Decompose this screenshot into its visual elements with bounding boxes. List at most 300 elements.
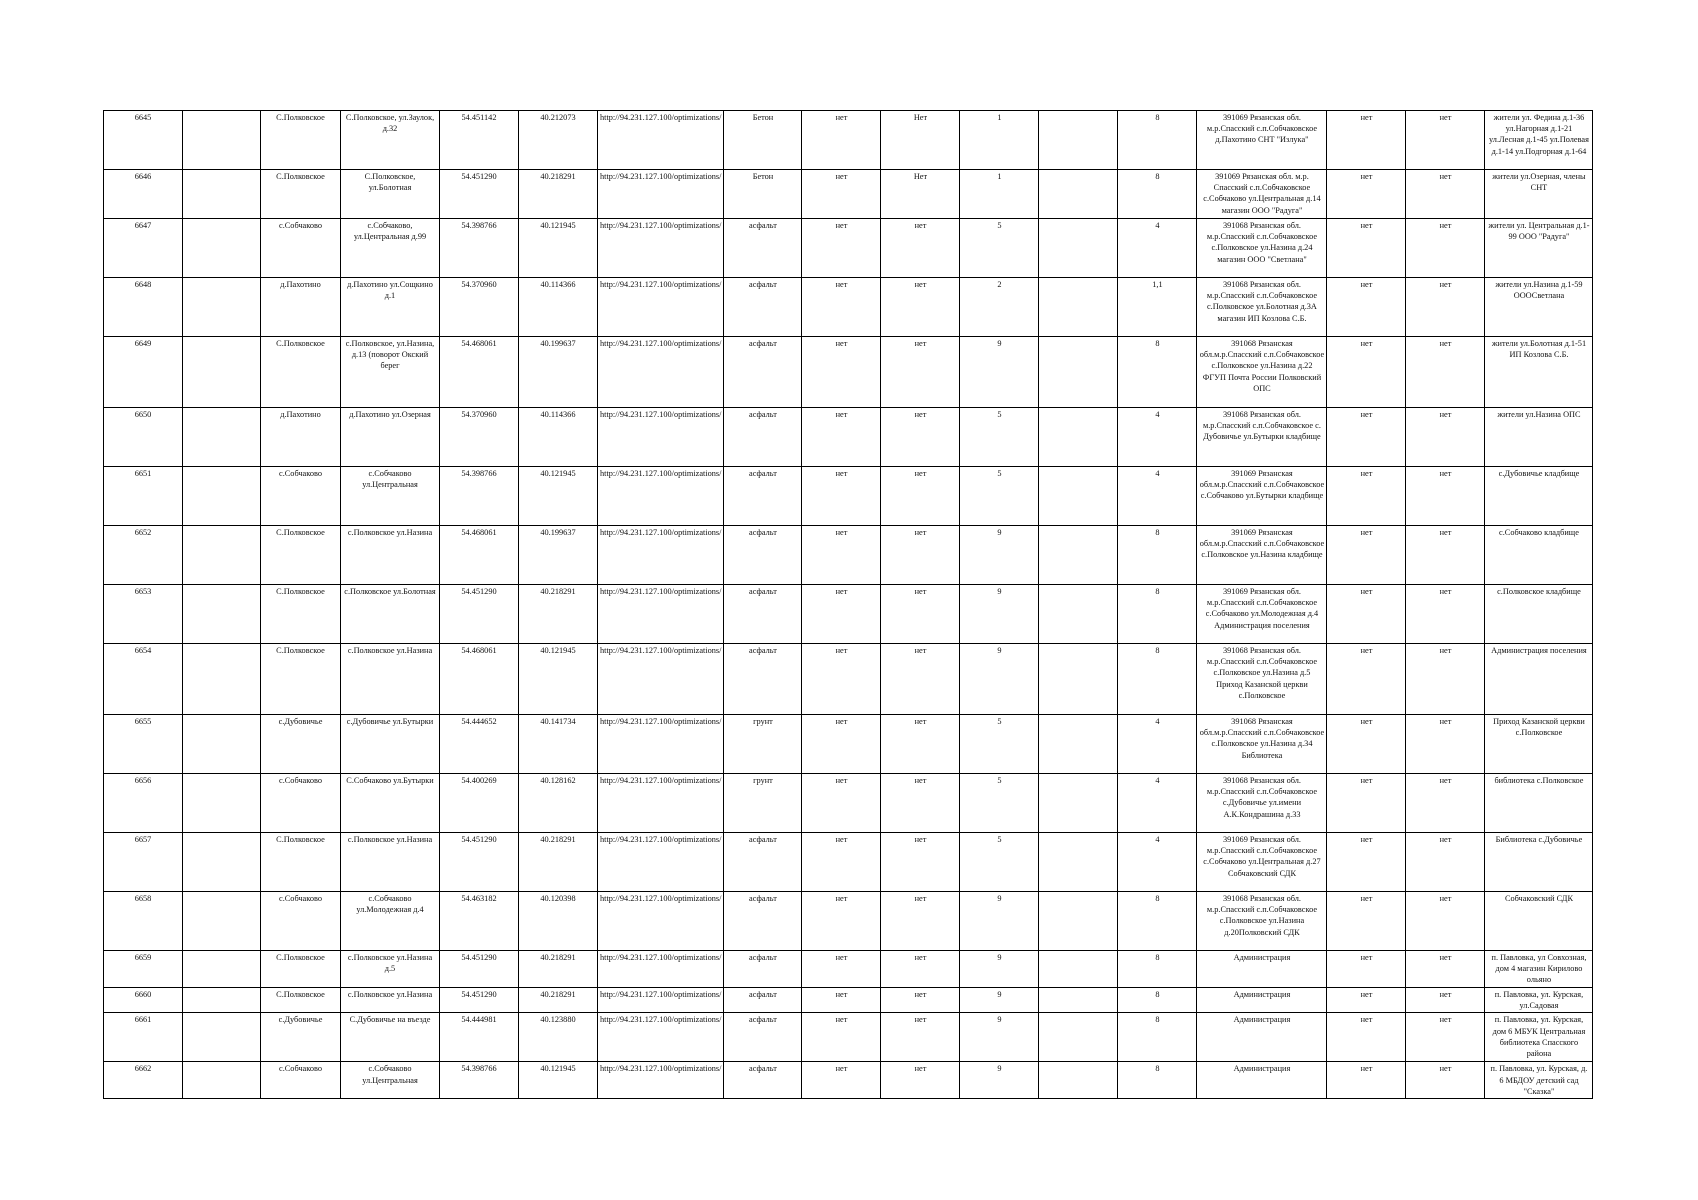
latitude-cell: 54.370960 — [440, 408, 519, 467]
photo-url-cell: http://94.231.127.100/optimizations/ — [598, 337, 724, 408]
empty-cell — [183, 111, 261, 170]
flag-4-cell: нет — [1406, 644, 1485, 715]
flag-3-cell: нет — [1327, 892, 1406, 951]
count-1-cell: 5 — [960, 833, 1039, 892]
surface-type-cell: асфальт — [724, 1013, 802, 1062]
table-row — [104, 644, 1593, 715]
latitude-cell: 54.451290 — [440, 951, 519, 988]
flag-2-cell: нет — [881, 774, 960, 833]
empty-cell — [1039, 833, 1118, 892]
count-2-cell: 4 — [1118, 219, 1197, 278]
photo-url-cell: http://94.231.127.100/optimizations/ — [598, 585, 724, 644]
count-2-cell: 4 — [1118, 774, 1197, 833]
flag-2-cell: нет — [881, 1013, 960, 1062]
flag-3-cell: нет — [1327, 408, 1406, 467]
empty-cell — [183, 337, 261, 408]
count-1-cell: 9 — [960, 1062, 1039, 1099]
flag-4-cell: нет — [1406, 219, 1485, 278]
table-row — [104, 111, 1593, 170]
row-id-cell: 6660 — [104, 988, 183, 1013]
empty-cell — [1039, 111, 1118, 170]
owner-address-cell: Администрация — [1197, 951, 1327, 988]
row-id-cell: 6657 — [104, 833, 183, 892]
longitude-cell: 40.114366 — [519, 278, 598, 337]
owner-address-cell: 391068 Рязанская обл. м.р.Спасский с.п.Собчаковское с.Полковское ул.Назина д.5 Приход Казанской церкви с.Полковское — [1197, 644, 1327, 715]
count-2-cell: 8 — [1118, 337, 1197, 408]
flag-4-cell: нет — [1406, 1013, 1485, 1062]
surface-type-cell: асфальт — [724, 278, 802, 337]
flag-1-cell: нет — [802, 170, 881, 219]
served-sources-cell: Администрация поселения — [1485, 644, 1593, 715]
count-1-cell: 5 — [960, 467, 1039, 526]
location-address-cell: с.Полковское ул.Назина — [341, 988, 440, 1013]
flag-4-cell: нет — [1406, 988, 1485, 1013]
count-2-cell: 8 — [1118, 1062, 1197, 1099]
photo-url-cell: http://94.231.127.100/optimizations/ — [598, 526, 724, 585]
table-row — [104, 715, 1593, 774]
flag-3-cell: нет — [1327, 111, 1406, 170]
latitude-cell: 54.468061 — [440, 644, 519, 715]
photo-url-cell: http://94.231.127.100/optimizations/ — [598, 644, 724, 715]
flag-2-cell: нет — [881, 892, 960, 951]
row-id-cell: 6659 — [104, 951, 183, 988]
longitude-cell: 40.141734 — [519, 715, 598, 774]
owner-address-cell: 391069 Рязанская обл.м.р.Спасский с.п.Собчаковское с.Полковское ул.Назина кладбище — [1197, 526, 1327, 585]
served-sources-cell: жители ул. Центральная д.1-99 ООО "Радуга" — [1485, 219, 1593, 278]
flag-1-cell: нет — [802, 833, 881, 892]
flag-4-cell: нет — [1406, 892, 1485, 951]
longitude-cell: 40.121945 — [519, 467, 598, 526]
count-1-cell: 5 — [960, 219, 1039, 278]
latitude-cell: 54.398766 — [440, 219, 519, 278]
flag-4-cell: нет — [1406, 1062, 1485, 1099]
flag-2-cell: нет — [881, 408, 960, 467]
location-address-cell: с.Собчаково ул.Центральная — [341, 467, 440, 526]
surface-type-cell: грунт — [724, 715, 802, 774]
flag-1-cell: нет — [802, 774, 881, 833]
flag-4-cell: нет — [1406, 111, 1485, 170]
photo-url-cell: http://94.231.127.100/optimizations/ — [598, 278, 724, 337]
location-address-cell: С.Полковское, ул.Заулок, д.32 — [341, 111, 440, 170]
table-row — [104, 951, 1593, 988]
flag-2-cell: нет — [881, 833, 960, 892]
count-2-cell: 8 — [1118, 988, 1197, 1013]
empty-cell — [183, 715, 261, 774]
served-sources-cell: с.Собчаково кладбище — [1485, 526, 1593, 585]
settlement-cell: с.Дубовичье — [261, 715, 341, 774]
location-address-cell: с.Полковское ул.Назина д.5 — [341, 951, 440, 988]
owner-address-cell: 391069 Рязанская обл. м.р.Спасский с.п.Собчаковское д.Пахотино СНТ "Излука" — [1197, 111, 1327, 170]
owner-address-cell: 391068 Рязанская обл. м.р.Спасский с.п.Собчаковское с.Полковское ул.Назина д.20Полковский СДК — [1197, 892, 1327, 951]
flag-3-cell: нет — [1327, 526, 1406, 585]
empty-cell — [1039, 585, 1118, 644]
count-1-cell: 5 — [960, 715, 1039, 774]
served-sources-cell: жители ул. Федина д.1-36 ул.Нагорная д.1-21 ул.Лесная д.1-45 ул.Полевая д.1-14 ул.Подгорная д.1-64 — [1485, 111, 1593, 170]
empty-cell — [183, 644, 261, 715]
flag-2-cell: Нет — [881, 111, 960, 170]
count-1-cell: 1 — [960, 170, 1039, 219]
flag-3-cell: нет — [1327, 833, 1406, 892]
empty-cell — [1039, 337, 1118, 408]
latitude-cell: 54.451290 — [440, 833, 519, 892]
served-sources-cell: п. Павловка, ул Совхозная, дом 4 магазин Кирилово ольяно — [1485, 951, 1593, 988]
surface-type-cell: асфальт — [724, 644, 802, 715]
empty-cell — [183, 1062, 261, 1099]
empty-cell — [1039, 774, 1118, 833]
latitude-cell: 54.444981 — [440, 1013, 519, 1062]
location-address-cell: С.Полковское, ул.Болотная — [341, 170, 440, 219]
latitude-cell: 54.451290 — [440, 988, 519, 1013]
flag-2-cell: нет — [881, 988, 960, 1013]
table-row — [104, 988, 1593, 1013]
row-id-cell: 6645 — [104, 111, 183, 170]
flag-3-cell: нет — [1327, 715, 1406, 774]
count-1-cell: 9 — [960, 585, 1039, 644]
flag-2-cell: нет — [881, 1062, 960, 1099]
empty-cell — [1039, 644, 1118, 715]
flag-1-cell: нет — [802, 337, 881, 408]
photo-url-cell: http://94.231.127.100/optimizations/ — [598, 1062, 724, 1099]
photo-url-cell: http://94.231.127.100/optimizations/ — [598, 833, 724, 892]
count-1-cell: 9 — [960, 337, 1039, 408]
owner-address-cell: 391068 Рязанская обл. м.р.Спасский с.п.Собчаковское с.Полковское ул.Назина д.24 магазин ООО "Светлана" — [1197, 219, 1327, 278]
settlement-cell: с.Собчаково — [261, 467, 341, 526]
count-2-cell: 4 — [1118, 715, 1197, 774]
settlement-cell: С.Полковское — [261, 585, 341, 644]
photo-url-cell: http://94.231.127.100/optimizations/ — [598, 988, 724, 1013]
photo-url-cell: http://94.231.127.100/optimizations/ — [598, 170, 724, 219]
location-address-cell: с.Полковское ул.Болотная — [341, 585, 440, 644]
count-2-cell: 4 — [1118, 467, 1197, 526]
empty-cell — [1039, 988, 1118, 1013]
surface-type-cell: асфальт — [724, 467, 802, 526]
latitude-cell: 54.468061 — [440, 337, 519, 408]
empty-cell — [183, 408, 261, 467]
latitude-cell: 54.400269 — [440, 774, 519, 833]
flag-1-cell: нет — [802, 467, 881, 526]
served-sources-cell: жители ул.Озерная, члены СНТ — [1485, 170, 1593, 219]
photo-url-cell: http://94.231.127.100/optimizations/ — [598, 467, 724, 526]
surface-type-cell: асфальт — [724, 337, 802, 408]
flag-4-cell: нет — [1406, 526, 1485, 585]
flag-3-cell: нет — [1327, 774, 1406, 833]
owner-address-cell: 391068 Рязанская обл.м.р.Спасский с.п.Собчаковское с.Полковское ул.Назина д.34 Библиотека — [1197, 715, 1327, 774]
empty-cell — [183, 278, 261, 337]
latitude-cell: 54.451290 — [440, 585, 519, 644]
location-address-cell: с.Полковское, ул.Назина, д.13 (поворот Окский берег — [341, 337, 440, 408]
count-1-cell: 9 — [960, 988, 1039, 1013]
row-id-cell: 6656 — [104, 774, 183, 833]
surface-type-cell: асфальт — [724, 219, 802, 278]
flag-2-cell: нет — [881, 467, 960, 526]
flag-1-cell: нет — [802, 715, 881, 774]
empty-cell — [183, 833, 261, 892]
served-sources-cell: библиотека с.Полковское — [1485, 774, 1593, 833]
row-id-cell: 6649 — [104, 337, 183, 408]
table-row — [104, 1062, 1593, 1099]
settlement-cell: С.Полковское — [261, 833, 341, 892]
settlement-cell: д.Пахотино — [261, 278, 341, 337]
flag-3-cell: нет — [1327, 988, 1406, 1013]
table-row — [104, 170, 1593, 219]
surface-type-cell: асфальт — [724, 408, 802, 467]
empty-cell — [183, 774, 261, 833]
location-address-cell: с.Полковское ул.Назина — [341, 644, 440, 715]
count-2-cell: 4 — [1118, 833, 1197, 892]
flag-1-cell: нет — [802, 988, 881, 1013]
location-address-cell: С.Собчаково ул.Бутырки — [341, 774, 440, 833]
row-id-cell: 6653 — [104, 585, 183, 644]
location-address-cell: с.Дубовичье ул.Бутырки — [341, 715, 440, 774]
owner-address-cell: 391069 Рязанская обл.м.р.Спасский с.п.Собчаковское с.Собчаково ул.Бутырки кладбище — [1197, 467, 1327, 526]
owner-address-cell: 391069 Рязанская обл. м.р.Спасский с.п.Собчаковское с.Собчаково ул.Молодежная д.4 Администрация поселения — [1197, 585, 1327, 644]
photo-url-cell: http://94.231.127.100/optimizations/ — [598, 111, 724, 170]
served-sources-cell: жители ул.Болотная д.1-51 ИП Козлова С.Б. — [1485, 337, 1593, 408]
row-id-cell: 6648 — [104, 278, 183, 337]
table-row — [104, 219, 1593, 278]
count-2-cell: 1,1 — [1118, 278, 1197, 337]
settlement-cell: С.Полковское — [261, 337, 341, 408]
flag-2-cell: нет — [881, 951, 960, 988]
flag-1-cell: нет — [802, 644, 881, 715]
settlement-cell: С.Полковское — [261, 111, 341, 170]
settlement-cell: с.Собчаково — [261, 1062, 341, 1099]
longitude-cell: 40.218291 — [519, 988, 598, 1013]
location-address-cell: с.Полковское ул.Назина — [341, 833, 440, 892]
settlement-cell: с.Дубовичье — [261, 1013, 341, 1062]
count-2-cell: 8 — [1118, 111, 1197, 170]
count-2-cell: 8 — [1118, 526, 1197, 585]
flag-1-cell: нет — [802, 892, 881, 951]
longitude-cell: 40.218291 — [519, 170, 598, 219]
settlement-cell: д.Пахотино — [261, 408, 341, 467]
flag-2-cell: Нет — [881, 170, 960, 219]
location-address-cell: с.Полковское ул.Назина — [341, 526, 440, 585]
settlement-cell: С.Полковское — [261, 526, 341, 585]
surface-type-cell: асфальт — [724, 951, 802, 988]
flag-1-cell: нет — [802, 219, 881, 278]
table-row — [104, 408, 1593, 467]
count-1-cell: 9 — [960, 644, 1039, 715]
flag-4-cell: нет — [1406, 408, 1485, 467]
empty-cell — [183, 585, 261, 644]
flag-3-cell: нет — [1327, 1062, 1406, 1099]
row-id-cell: 6661 — [104, 1013, 183, 1062]
empty-cell — [1039, 1013, 1118, 1062]
longitude-cell: 40.114366 — [519, 408, 598, 467]
flag-2-cell: нет — [881, 337, 960, 408]
empty-cell — [1039, 526, 1118, 585]
empty-cell — [183, 892, 261, 951]
settlement-cell: С.Полковское — [261, 644, 341, 715]
owner-address-cell: 391068 Рязанская обл. м.р.Спасский с.п.Собчаковское с.Дубовичье ул.имени А.К.Кондрашина д.33 — [1197, 774, 1327, 833]
settlement-cell: С.Полковское — [261, 988, 341, 1013]
longitude-cell: 40.121945 — [519, 644, 598, 715]
owner-address-cell: 391069 Рязанская обл. м.р. Спасский с.п.Собчаковское с.Собчаково ул.Центральная д.14 магазин ООО "Радуга" — [1197, 170, 1327, 219]
flag-4-cell: нет — [1406, 951, 1485, 988]
data-table — [103, 110, 1593, 1099]
surface-type-cell: асфальт — [724, 833, 802, 892]
photo-url-cell: http://94.231.127.100/optimizations/ — [598, 219, 724, 278]
longitude-cell: 40.218291 — [519, 951, 598, 988]
flag-1-cell: нет — [802, 278, 881, 337]
settlement-cell: с.Собчаково — [261, 892, 341, 951]
flag-4-cell: нет — [1406, 278, 1485, 337]
location-address-cell: С.Дубовичье на въезде — [341, 1013, 440, 1062]
flag-3-cell: нет — [1327, 219, 1406, 278]
flag-3-cell: нет — [1327, 1013, 1406, 1062]
photo-url-cell: http://94.231.127.100/optimizations/ — [598, 408, 724, 467]
longitude-cell: 40.128162 — [519, 774, 598, 833]
empty-cell — [183, 988, 261, 1013]
table-row — [104, 585, 1593, 644]
longitude-cell: 40.121945 — [519, 219, 598, 278]
latitude-cell: 54.398766 — [440, 1062, 519, 1099]
table-body — [104, 111, 1593, 1099]
flag-3-cell: нет — [1327, 467, 1406, 526]
longitude-cell: 40.212073 — [519, 111, 598, 170]
count-1-cell: 9 — [960, 1013, 1039, 1062]
table-row — [104, 774, 1593, 833]
table-row — [104, 337, 1593, 408]
flag-4-cell: нет — [1406, 585, 1485, 644]
latitude-cell: 54.451290 — [440, 170, 519, 219]
location-address-cell: д.Пахотино ул.Озерная — [341, 408, 440, 467]
location-address-cell: с.Собчаково ул.Центральная — [341, 1062, 440, 1099]
surface-type-cell: асфальт — [724, 526, 802, 585]
latitude-cell: 54.451142 — [440, 111, 519, 170]
flag-2-cell: нет — [881, 585, 960, 644]
empty-cell — [1039, 1062, 1118, 1099]
owner-address-cell: 391069 Рязанская обл. м.р.Спасский с.п.Собчаковское с.Собчаково ул.Центральная д.27 Собчаковский СДК — [1197, 833, 1327, 892]
flag-3-cell: нет — [1327, 170, 1406, 219]
flag-2-cell: нет — [881, 644, 960, 715]
table-row — [104, 278, 1593, 337]
count-1-cell: 9 — [960, 526, 1039, 585]
settlement-cell: с.Собчаково — [261, 774, 341, 833]
flag-4-cell: нет — [1406, 337, 1485, 408]
table-row — [104, 526, 1593, 585]
surface-type-cell: асфальт — [724, 892, 802, 951]
count-2-cell: 8 — [1118, 170, 1197, 219]
latitude-cell: 54.398766 — [440, 467, 519, 526]
photo-url-cell: http://94.231.127.100/optimizations/ — [598, 892, 724, 951]
empty-cell — [183, 1013, 261, 1062]
flag-1-cell: нет — [802, 408, 881, 467]
row-id-cell: 6650 — [104, 408, 183, 467]
empty-cell — [1039, 467, 1118, 526]
settlement-cell: с.Собчаково — [261, 219, 341, 278]
flag-1-cell: нет — [802, 585, 881, 644]
flag-2-cell: нет — [881, 278, 960, 337]
served-sources-cell: Библиотека с.Дубовичье — [1485, 833, 1593, 892]
count-2-cell: 8 — [1118, 892, 1197, 951]
flag-4-cell: нет — [1406, 833, 1485, 892]
table-row — [104, 833, 1593, 892]
flag-4-cell: нет — [1406, 170, 1485, 219]
owner-address-cell: 391068 Рязанская обл. м.р.Спасский с.п.Собчаковское с. Дубовичье ул.Бутырки кладбище — [1197, 408, 1327, 467]
flag-1-cell: нет — [802, 526, 881, 585]
settlement-cell: С.Полковское — [261, 170, 341, 219]
row-id-cell: 6646 — [104, 170, 183, 219]
count-2-cell: 8 — [1118, 1013, 1197, 1062]
location-address-cell: с.Собчаково, ул.Центральная д.99 — [341, 219, 440, 278]
owner-address-cell: Администрация — [1197, 1062, 1327, 1099]
row-id-cell: 6654 — [104, 644, 183, 715]
served-sources-cell: с.Полковское кладбище — [1485, 585, 1593, 644]
flag-3-cell: нет — [1327, 337, 1406, 408]
flag-4-cell: нет — [1406, 715, 1485, 774]
longitude-cell: 40.218291 — [519, 585, 598, 644]
location-address-cell: д.Пахотино ул.Сощкино д.1 — [341, 278, 440, 337]
flag-1-cell: нет — [802, 111, 881, 170]
longitude-cell: 40.123880 — [519, 1013, 598, 1062]
location-address-cell: с.Собчаково ул.Молодежная д.4 — [341, 892, 440, 951]
table-row — [104, 1013, 1593, 1062]
count-2-cell: 8 — [1118, 585, 1197, 644]
count-2-cell: 8 — [1118, 951, 1197, 988]
count-1-cell: 2 — [960, 278, 1039, 337]
longitude-cell: 40.120398 — [519, 892, 598, 951]
longitude-cell: 40.199637 — [519, 337, 598, 408]
served-sources-cell: п. Павловка, ул. Курская, дом 6 МБУК Центральная библиотека Спасского района — [1485, 1013, 1593, 1062]
photo-url-cell: http://94.231.127.100/optimizations/ — [598, 715, 724, 774]
count-2-cell: 4 — [1118, 408, 1197, 467]
table-row — [104, 467, 1593, 526]
row-id-cell: 6652 — [104, 526, 183, 585]
flag-4-cell: нет — [1406, 774, 1485, 833]
empty-cell — [1039, 408, 1118, 467]
flag-2-cell: нет — [881, 219, 960, 278]
count-1-cell: 9 — [960, 951, 1039, 988]
flag-4-cell: нет — [1406, 467, 1485, 526]
row-id-cell: 6647 — [104, 219, 183, 278]
table-row — [104, 892, 1593, 951]
latitude-cell: 54.444652 — [440, 715, 519, 774]
empty-cell — [1039, 892, 1118, 951]
empty-cell — [183, 467, 261, 526]
latitude-cell: 54.468061 — [440, 526, 519, 585]
latitude-cell: 54.370960 — [440, 278, 519, 337]
empty-cell — [183, 951, 261, 988]
count-1-cell: 1 — [960, 111, 1039, 170]
latitude-cell: 54.463182 — [440, 892, 519, 951]
served-sources-cell: жители ул.Назина ОПС — [1485, 408, 1593, 467]
flag-2-cell: нет — [881, 526, 960, 585]
photo-url-cell: http://94.231.127.100/optimizations/ — [598, 774, 724, 833]
surface-type-cell: асфальт — [724, 585, 802, 644]
empty-cell — [183, 219, 261, 278]
served-sources-cell: п. Павловка, ул. Курская, д. 6 МБДОУ детский сад "Сказка" — [1485, 1062, 1593, 1099]
owner-address-cell: Администрация — [1197, 1013, 1327, 1062]
flag-2-cell: нет — [881, 715, 960, 774]
row-id-cell: 6662 — [104, 1062, 183, 1099]
longitude-cell: 40.218291 — [519, 833, 598, 892]
surface-type-cell: Бетон — [724, 170, 802, 219]
served-sources-cell: Приход Казанской церкви с.Полковское — [1485, 715, 1593, 774]
flag-1-cell: нет — [802, 1062, 881, 1099]
flag-3-cell: нет — [1327, 278, 1406, 337]
longitude-cell: 40.121945 — [519, 1062, 598, 1099]
flag-3-cell: нет — [1327, 644, 1406, 715]
surface-type-cell: асфальт — [724, 1062, 802, 1099]
flag-1-cell: нет — [802, 1013, 881, 1062]
count-1-cell: 5 — [960, 408, 1039, 467]
empty-cell — [1039, 715, 1118, 774]
surface-type-cell: асфальт — [724, 988, 802, 1013]
owner-address-cell: 391068 Рязанская обл. м.р.Спасский с.п.Собчаковское с.Полковское ул.Болотная д.3А магазин ИП Козлова С.Б. — [1197, 278, 1327, 337]
empty-cell — [1039, 170, 1118, 219]
